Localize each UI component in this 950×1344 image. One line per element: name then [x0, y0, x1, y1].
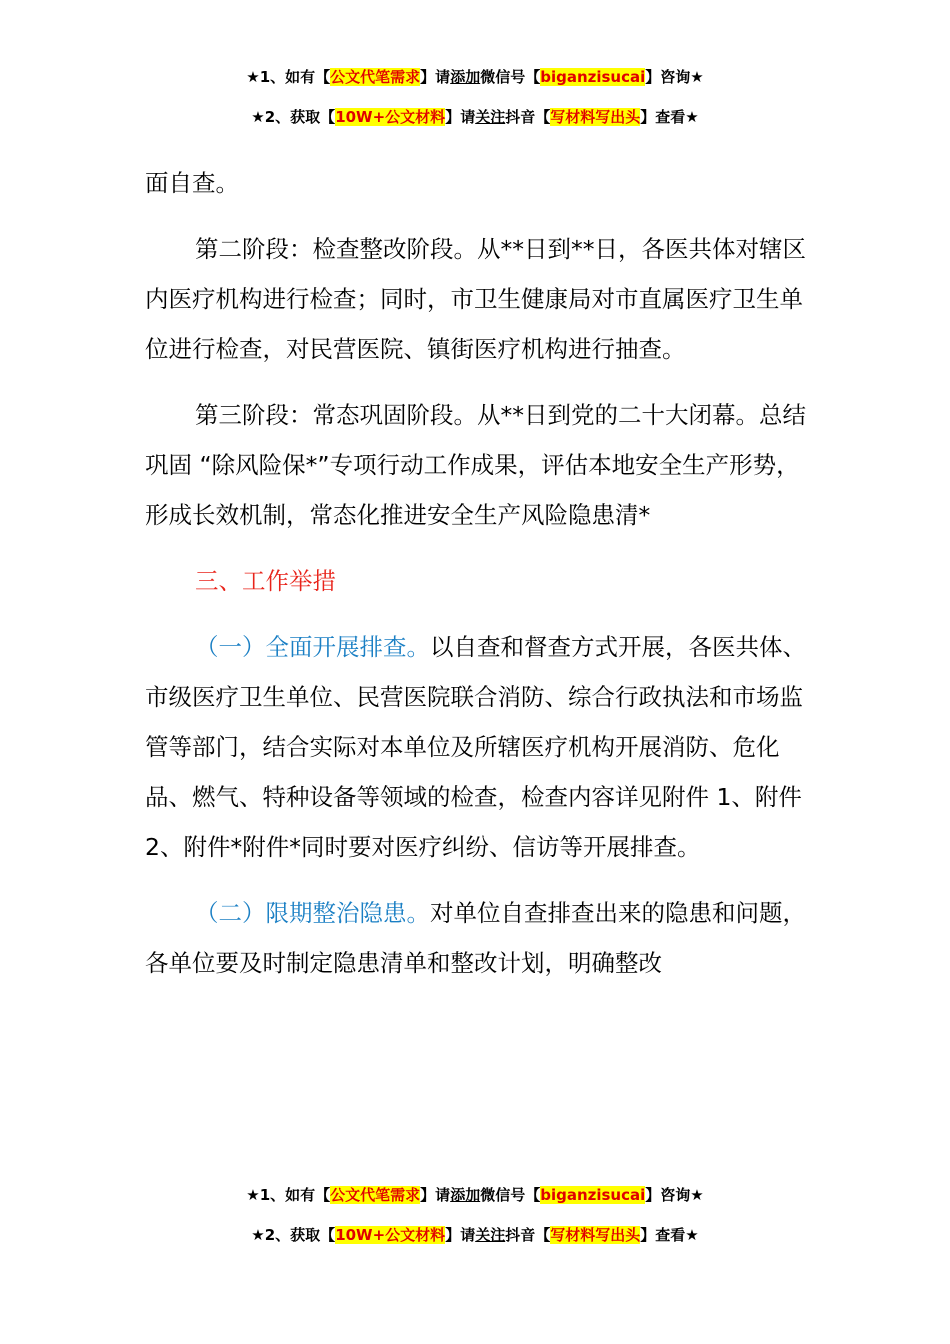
banner-text: 】请	[445, 1226, 476, 1244]
banner-highlight: biganzisucai	[540, 68, 646, 86]
banner-highlight: biganzisucai	[540, 1186, 646, 1204]
paragraph-text: 以自查和督查方式开展，各医共体、市级医疗卫生单位、民营医院联合消防、综合行政执法和市场监管等部门，结合实际对本单位及所辖医疗机构开展消防、危化品、燃气、特种设备等领域的检查，检查内容详见附件 1、附件 2、附件*附件*同时要对医疗纠纷、信访等开展排查。	[145, 633, 806, 861]
banner-text: 】请	[420, 1186, 451, 1204]
banner-highlight: 写材料写出头	[550, 108, 641, 126]
banner-text: 抖音【	[505, 1226, 551, 1244]
section-heading: 三、工作举措	[195, 567, 336, 595]
banner-text: 微信号【	[480, 68, 541, 86]
banner-text: ★1、如有【	[246, 68, 331, 86]
banner-underline: 关注	[475, 1226, 506, 1244]
paragraph: 第三阶段：常态巩固阶段。从**日到党的二十大闭幕。总结巩固 “除风险保*”专项行动工作成果，评估本地安全生产形势，形成长效机制，常态化推进安全生产风险隐患清*	[145, 401, 806, 529]
banner-highlight: 公文代笔需求	[330, 68, 421, 86]
header-banner	[0, 66, 950, 146]
banner-highlight: 公文代笔需求	[330, 1186, 421, 1204]
banner-underline: 添加	[450, 1186, 481, 1204]
paragraph-text: 对单位自查排查出来的隐患和问题，各单位要及时制定隐患清单和整改计划，明确整改	[145, 899, 806, 977]
banner-text: 微信号【	[480, 1186, 541, 1204]
banner-text: 】查看★	[640, 108, 699, 126]
banner-text: ★1、如有【	[246, 1186, 331, 1204]
subsection-title: （二）限期整治隐患。	[195, 899, 430, 927]
document-body	[145, 158, 815, 1004]
banner-underline: 添加	[450, 68, 481, 86]
banner-text: 】咨询★	[645, 68, 704, 86]
subsection-title: （一）全面开展排查。	[195, 633, 430, 661]
footer-banner	[0, 1184, 950, 1264]
banner-line-1	[0, 66, 950, 88]
banner-highlight: 写材料写出头	[550, 1226, 641, 1244]
banner-line-2	[0, 106, 950, 128]
paragraph	[145, 888, 815, 988]
banner-text: ★2、获取【	[251, 1226, 336, 1244]
paragraph	[145, 622, 815, 872]
banner-line-1	[0, 1184, 950, 1206]
banner-text: 】请	[420, 68, 451, 86]
banner-text: 抖音【	[505, 108, 551, 126]
banner-underline: 关注	[475, 108, 506, 126]
paragraph: 第二阶段：检查整改阶段。从**日到**日，各医共体对辖区内医疗机构进行检查；同时，市卫生健康局对市直属医疗卫生单位进行检查，对民营医院、镇街医疗机构进行抽查。	[145, 235, 806, 363]
banner-text: 】咨询★	[645, 1186, 704, 1204]
banner-highlight: 10W+公文材料	[335, 108, 446, 126]
banner-text: ★2、获取【	[251, 108, 336, 126]
banner-highlight: 10W+公文材料	[335, 1226, 446, 1244]
banner-text: 】请	[445, 108, 476, 126]
banner-text: 】查看★	[640, 1226, 699, 1244]
banner-line-2	[0, 1224, 950, 1246]
paragraph: 面自查。	[145, 169, 239, 197]
